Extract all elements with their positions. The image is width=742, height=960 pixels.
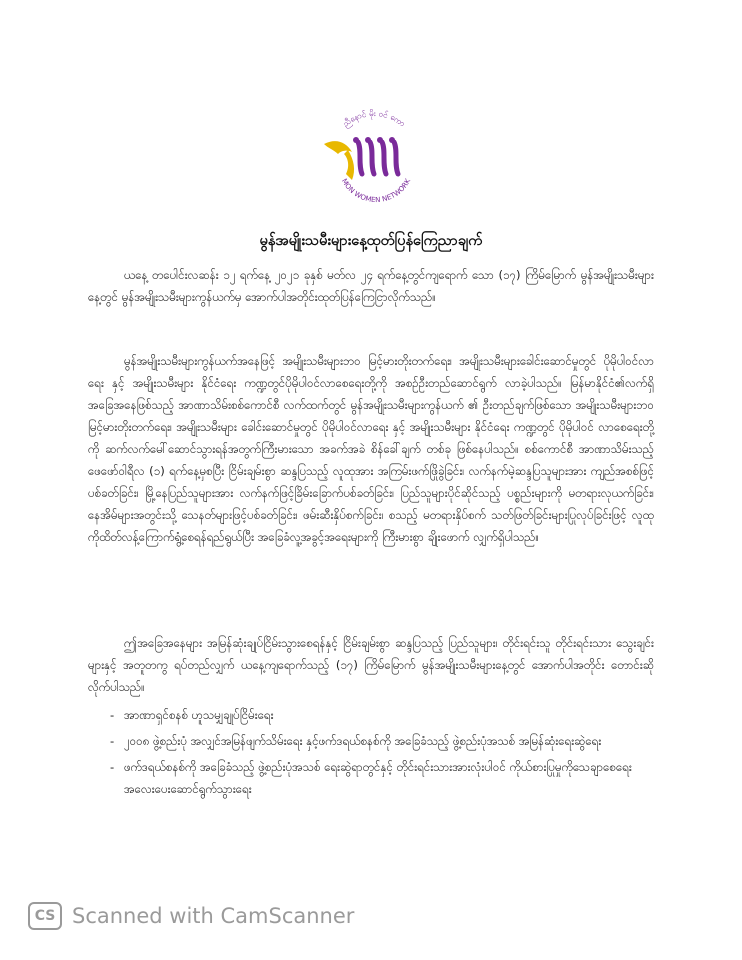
list-item bbox=[88, 704, 654, 726]
paragraph-intro: ယနေ့ တပေါင်းလဆန်း ၁၂ ရက်နေ့ ၂၀၂၁ ခုနှစ် မတ်လ ၂၄ ရက်နေ့တွင်ကျရောက် သော (၁၇) ကြိမ်မြောက် မွန်အမျိုးသမီးများနေ့တွင် မွန်အမျိုးသမီးများကွန်ယက်မှ အောက်ပါအတိုင်းထုတ်ပြန်ကြေငြာလိုက်သည်။ bbox=[88, 268, 654, 304]
logo-bars-icon bbox=[358, 142, 398, 174]
watermark-text: Scanned with CamScanner bbox=[72, 904, 355, 928]
camscanner-watermark bbox=[28, 900, 354, 932]
camscanner-logo-icon: CS bbox=[28, 902, 62, 930]
list-marker: - bbox=[110, 734, 115, 748]
list-marker: - bbox=[110, 760, 115, 774]
list-marker: - bbox=[110, 708, 115, 722]
list-item bbox=[88, 756, 654, 800]
demand-text: ဖက်ဒရယ်စနစ်ကို အခြေခံသည့် ဖွဲ့စည်းပုံအသစ် ရေးဆွဲရာတွင်နှင့် တိုင်းရင်းသားအားလုံးပါဝင် ကိုယ်စားပြုမှုကိုသေချာစေရေး အလေးပေးဆောင်ရွက်သွားရေး bbox=[124, 760, 632, 796]
logo-graphic bbox=[318, 98, 430, 210]
document-title: မွန်အမျိုးသမီးများနေ့ထုတ်ပြန်ကြေညာချက် bbox=[259, 233, 483, 249]
list-item bbox=[88, 730, 654, 752]
paragraph-situation: မွန်အမျိုးသမီးများကွန်ယက်အနေဖြင့် အမျိုးသမီးများဘဝ မြင့်မားတိုးတက်ရေး၊ အမျိုးသမီးများခေါင်းဆောင်မှုတွင် ပိုမိုပါဝင်လာရေး နှင့် အမျိုးသမီးများ နိုင်ငံရေး ကဏ္ဍတွင်ပိုမိုပါဝင်လာစေရေးတို့ကို အစဉ်ဦးတည်ဆောင်ရွက် လာခဲ့ပါသည်။ မြန်မာနိုင်ငံ၏လက်ရှိအခြေအနေဖြစ်သည့် အာဏာသိမ်းစစ်ကောင်စီ လက်ထက်တွင် မွန်အမျိုးသမီးများကွန်ယက် ၏ ဦးတည်ချက်ဖြစ်သော အမျိုးသမီးများဘဝ မြင့်မားတိုးတက်ရေး၊ အမျိုးသမီးများ ခေါင်းဆောင်မှုတွင် ပိုမိုပါဝင်လာရေး နှင့် အမျိုးသမီးများ နိုင်ငံရေး ကဏ္ဍတွင် ပိုမိုပါဝင် လာစေရေးတို့ကို ဆက်လက်မေါ်ဆောင်သွားရန်အတွက်ကြီးမားသော အခက်အခဲ စိန်ခေါ်ချက် တစ်ခု ဖြစ်နေပါသည်။ စစ်ကောင်စီ အာဏာသိမ်းသည့် ဖေဖော်ဝါရီလ (၁) ရက်နေ့မှစပြီး ငြိမ်းချမ်းစွာ ဆန္ဒပြသည့် လူထုအား အကြမ်းဖက်ဖြိုခွဲခြင်း၊ လက်နက်မဲ့ဆန္ဒပြသူများအား ကျည်အစစ်ဖြင့်ပစ်ခတ်ခြင်း၊ မြို့နေပြည်သူများအား လက်နက်ဖြင့်ခြိမ်းခြောက်ပစ်ခတ်ခြင်း၊ ပြည်သူများပိုင်ဆိုင်သည့် ပစ္စည်းများကို မတရားလုယက်ခြင်း၊ နေအိမ်များအတွင်းသို့ သေနတ်များဖြင့်ပစ်ခတ်ခြင်း၊ ဖမ်းဆီးနှိပ်စက်ခြင်း၊ စသည့် မတရားနှိပ်စက် သတ်ဖြတ်ခြင်းများပြုလုပ်ခြင်းဖြင့် လူထုကိုထိတ်လန့်ကြောက်ရွံ့စေရန်ရည်ရွယ်ပြီး အခြေခံလူ့အခွင့်အရေးများကို ကြီးမားစွာ ချိုးဖောက် လျှက်ရှိပါသည်။ bbox=[88, 354, 654, 544]
mon-women-network-logo bbox=[318, 98, 430, 210]
demand-text: ၂၀၀၈ ဖွဲ့စည်းပုံ အလျှင်အမြန်ဖျက်သိမ်းရေး နှင့်ဖက်ဒရယ်စနစ်ကို အခြေခံသည့် ဖွဲ့စည်းပုံအသစ် အမြန်ဆုံးရေးဆွဲရေး bbox=[124, 734, 602, 748]
demands-list bbox=[88, 704, 654, 804]
logo-arc-bottom-text: MON WOMEN NETWORK bbox=[339, 177, 413, 205]
demand-text: အာဏာရှင်စနစ် ဟူသမျှချုပ်ငြိမ်းရေး bbox=[124, 708, 274, 722]
paragraph-call: ဤအခြေအနေများ အမြန်ဆုံးချုပ်ငြိမ်းသွားစေရန်နှင့် ငြိမ်းချမ်းစွာ ဆန္ဒပြသည့် ပြည်သူများ၊ တိုင်းရင်းသူ တိုင်းရင်းသား သွေးချင်းများနှင့် အတူတကွ ရပ်တည်လျှက် ယနေ့ကျရောက်သည့် (၁၇) ကြိမ်မြောက် မွန်အမျိုးသမီးများနေ့တွင် အောက်ပါအတိုင်း တောင်းဆိုလိုက်ပါသည်။ bbox=[88, 636, 654, 694]
logo-arc-top-text: ညီနောင် မိုး ဝင် ကော bbox=[341, 108, 407, 129]
bird-tail-icon bbox=[344, 150, 354, 180]
